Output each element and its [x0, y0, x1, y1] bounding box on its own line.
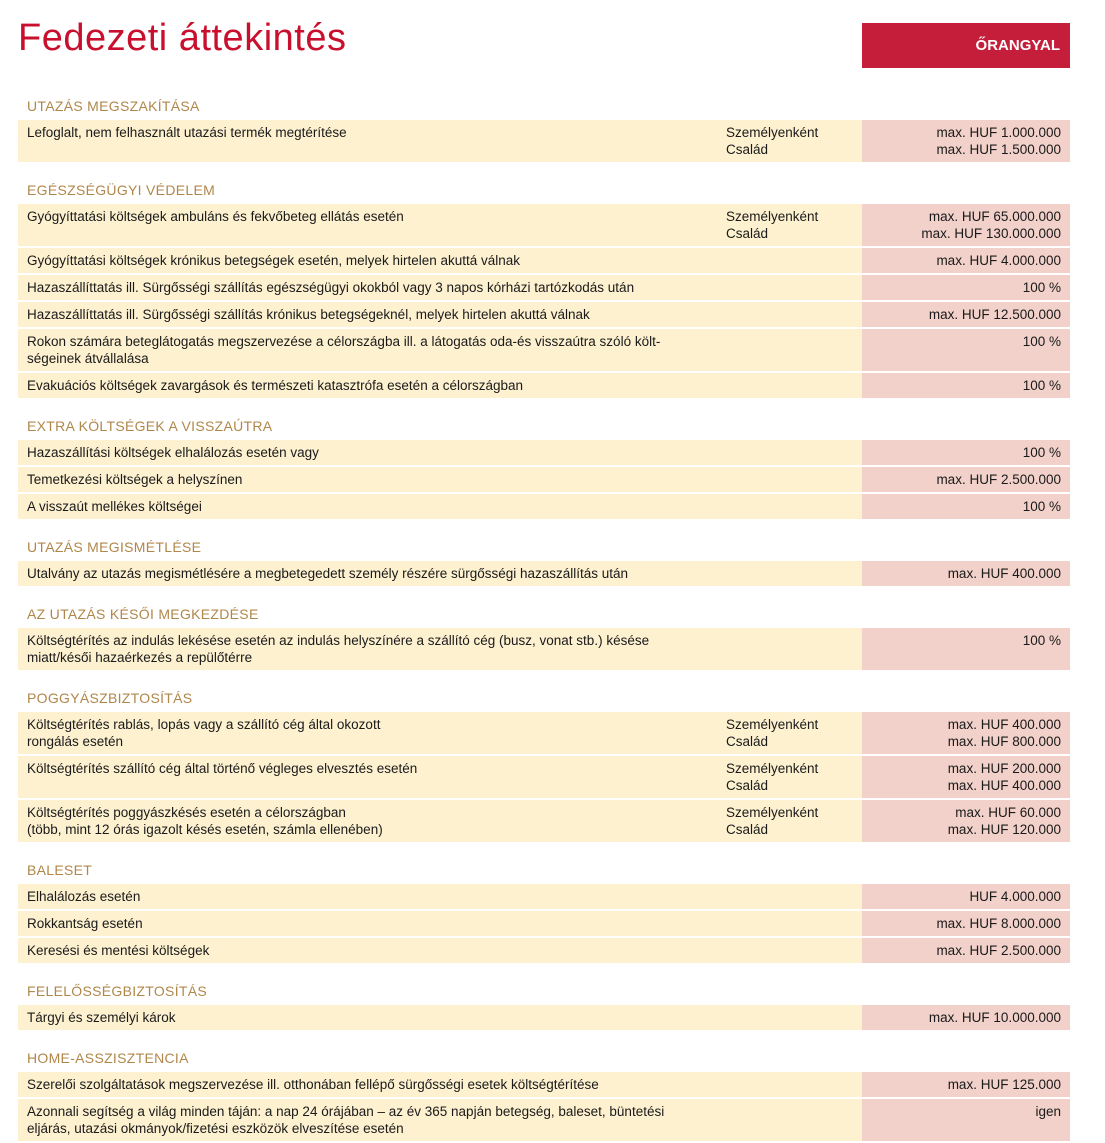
coverage-description-line: miatt/késői hazaérkezés a repülőtérre	[27, 650, 253, 665]
coverage-description-line: A visszaút mellékes költségei	[27, 499, 202, 514]
coverage-row	[18, 712, 1070, 754]
plan-badge	[862, 23, 1070, 68]
coverage-value-line: HUF 4.000.000	[969, 889, 1061, 904]
coverage-row	[18, 1072, 1070, 1097]
coverage-description-line: (több, mint 12 órás igazolt késés esetén, számla ellenében)	[27, 822, 383, 837]
coverage-scope	[718, 467, 862, 492]
coverage-value-line: max. HUF 8.000.000	[936, 916, 1061, 931]
section-title: POGGYÁSZBIZTOSÍTÁS	[27, 690, 193, 706]
coverage-row	[18, 467, 1070, 492]
coverage-description	[18, 938, 718, 963]
coverage-scope	[718, 911, 862, 936]
coverage-scope	[718, 884, 862, 909]
coverage-description	[18, 275, 718, 300]
coverage-scope	[718, 329, 862, 371]
coverage-description	[18, 800, 718, 842]
coverage-value-line: 100 %	[1022, 378, 1061, 393]
coverage-description-line: rongálás esetén	[27, 734, 124, 749]
coverage-scope	[718, 628, 862, 670]
coverage-value	[862, 712, 1070, 754]
coverage-value-line: max. HUF 2.500.000	[936, 943, 1061, 958]
coverage-scope	[718, 440, 862, 465]
coverage-scope-line: Személyenként	[726, 761, 819, 776]
coverage-description	[18, 1099, 718, 1141]
coverage-description-line: ségeinek átvállalása	[27, 351, 149, 366]
section-title: AZ UTAZÁS KÉSŐI MEGKEZDÉSE	[27, 606, 259, 622]
coverage-scope-line: Család	[726, 778, 769, 793]
coverage-description-line: Hazaszállítási költségek elhalálozás esetén vagy	[27, 445, 319, 460]
coverage-value-line: max. HUF 65.000.000	[928, 209, 1061, 224]
coverage-value	[862, 884, 1070, 909]
coverage-row	[18, 302, 1070, 327]
coverage-description	[18, 494, 718, 519]
coverage-value-line: max. HUF 120.000	[947, 822, 1061, 837]
coverage-description-line: Hazaszállíttatás ill. Sürgősségi szállítás egészségügyi okokból vagy 3 napos kórházi tartózkodás után	[27, 280, 635, 295]
coverage-value	[862, 561, 1070, 586]
coverage-description	[18, 628, 718, 670]
coverage-value-line: max. HUF 10.000.000	[928, 1010, 1061, 1025]
coverage-value	[862, 248, 1070, 273]
coverage-row	[18, 800, 1070, 842]
coverage-scope	[718, 302, 862, 327]
coverage-description-line: Temetkezési költségek a helyszínen	[27, 472, 243, 487]
section-title: HOME-ASSZISZTENCIA	[27, 1050, 189, 1066]
coverage-description-line: Gyógyíttatási költségek ambuláns és fekvőbeteg ellátás esetén	[27, 209, 404, 224]
coverage-value-line: max. HUF 4.000.000	[936, 253, 1061, 268]
coverage-row	[18, 911, 1070, 936]
coverage-value	[862, 1099, 1070, 1141]
coverage-scope-line: Személyenként	[726, 805, 819, 820]
plan-badge-label: ŐRANGYAL	[975, 37, 1060, 54]
coverage-value-line: 100 %	[1022, 334, 1061, 349]
coverage-value	[862, 1072, 1070, 1097]
coverage-value	[862, 467, 1070, 492]
coverage-scope-line: Személyenként	[726, 125, 819, 140]
coverage-value	[862, 756, 1070, 798]
section-title: UTAZÁS MEGISMÉTLÉSE	[27, 539, 202, 555]
coverage-description	[18, 911, 718, 936]
coverage-value	[862, 938, 1070, 963]
coverage-scope	[718, 275, 862, 300]
coverage-value	[862, 494, 1070, 519]
coverage-value	[862, 275, 1070, 300]
coverage-description	[18, 561, 718, 586]
coverage-scope	[718, 561, 862, 586]
coverage-row	[18, 329, 1070, 371]
coverage-value	[862, 440, 1070, 465]
coverage-description	[18, 1072, 718, 1097]
coverage-description-line: Evakuációs költségek zavargások és természeti katasztrófa esetén a célországban	[27, 378, 524, 393]
coverage-description	[18, 440, 718, 465]
coverage-row	[18, 440, 1070, 465]
coverage-value-line: 100 %	[1022, 445, 1061, 460]
coverage-value-line: max. HUF 12.500.000	[928, 307, 1061, 322]
coverage-description-line: Költségtérítés poggyászkésés esetén a célországban	[27, 805, 346, 820]
coverage-description	[18, 756, 718, 798]
coverage-description-line: Hazaszállíttatás ill. Sürgősségi szállítás krónikus betegségeknél, melyek hirtelen akuttá válnak	[27, 307, 590, 322]
coverage-description	[18, 467, 718, 492]
coverage-row	[18, 884, 1070, 909]
coverage-value	[862, 302, 1070, 327]
coverage-value	[862, 800, 1070, 842]
coverage-description-line: Rokon számára beteglátogatás megszervezése a célországba ill. a látogatás oda-és visszaútra szóló költ-	[27, 334, 661, 349]
coverage-description	[18, 712, 718, 754]
section-title: EGÉSZSÉGÜGYI VÉDELEM	[27, 182, 216, 198]
coverage-description-line: Rokkantság esetén	[27, 916, 143, 931]
coverage-description-line: Keresési és mentési költségek	[27, 943, 210, 958]
coverage-description-line: Tárgyi és személyi károk	[27, 1010, 176, 1025]
coverage-row	[18, 1099, 1070, 1141]
coverage-description-line: Azonnali segítség a világ minden táján: a nap 24 órájában – az év 365 napján betegség, baleset, büntetési	[27, 1104, 665, 1119]
coverage-scope	[718, 494, 862, 519]
coverage-row	[18, 275, 1070, 300]
coverage-description-line: Szerelői szolgáltatások megszervezése ill. otthonában fellépő sürgősségi esetek költségtérítése	[27, 1077, 599, 1092]
coverage-value-line: max. HUF 130.000.000	[921, 226, 1061, 241]
coverage-row	[18, 494, 1070, 519]
coverage-description	[18, 120, 718, 162]
coverage-scope	[718, 756, 862, 798]
coverage-value-line: max. HUF 60.000	[955, 805, 1061, 820]
section-title: BALESET	[27, 862, 93, 878]
coverage-scope-line: Személyenként	[726, 209, 819, 224]
coverage-scope-line: Család	[726, 734, 769, 749]
coverage-row	[18, 561, 1070, 586]
coverage-scope	[718, 204, 862, 246]
coverage-value-line: max. HUF 2.500.000	[936, 472, 1061, 487]
coverage-value	[862, 373, 1070, 398]
page-title: Fedezeti áttekintés	[18, 17, 347, 59]
coverage-value-line: max. HUF 400.000	[947, 566, 1061, 581]
coverage-row	[18, 756, 1070, 798]
coverage-description	[18, 1005, 718, 1030]
coverage-scope-line: Család	[726, 226, 769, 241]
coverage-value-line: max. HUF 400.000	[947, 717, 1061, 732]
coverage-description	[18, 884, 718, 909]
coverage-scope	[718, 248, 862, 273]
coverage-scope	[718, 373, 862, 398]
coverage-description-line: Költségtérítés rablás, lopás vagy a szállító cég által okozott	[27, 717, 381, 732]
coverage-value-line: max. HUF 200.000	[947, 761, 1061, 776]
coverage-value	[862, 329, 1070, 371]
coverage-row	[18, 373, 1070, 398]
coverage-row	[18, 248, 1070, 273]
coverage-value-line: 100 %	[1022, 633, 1061, 648]
coverage-value-line: max. HUF 1.000.000	[936, 125, 1061, 140]
coverage-description-line: Utalvány az utazás megismétlésére a megbetegedett személy részére sürgősségi hazaszállítás után	[27, 566, 629, 581]
coverage-row	[18, 628, 1070, 670]
coverage-row	[18, 1005, 1070, 1030]
coverage-value-line: 100 %	[1022, 280, 1061, 295]
coverage-description	[18, 302, 718, 327]
coverage-scope	[718, 712, 862, 754]
coverage-scope	[718, 120, 862, 162]
coverage-scope	[718, 800, 862, 842]
coverage-value-line: 100 %	[1022, 499, 1061, 514]
coverage-description-line: Költségtérítés szállító cég által történő végleges elvesztés esetén	[27, 761, 418, 776]
coverage-row	[18, 938, 1070, 963]
coverage-description-line: Elhalálozás esetén	[27, 889, 141, 904]
section-title: UTAZÁS MEGSZAKÍTÁSA	[27, 98, 200, 114]
coverage-value	[862, 120, 1070, 162]
coverage-value-line: max. HUF 400.000	[947, 778, 1061, 793]
coverage-scope	[718, 1072, 862, 1097]
coverage-value-line: max. HUF 1.500.000	[936, 142, 1061, 157]
coverage-value-line: igen	[1035, 1104, 1061, 1119]
coverage-scope-line: Család	[726, 142, 769, 157]
coverage-description	[18, 329, 718, 371]
coverage-row	[18, 120, 1070, 162]
coverage-scope-line: Család	[726, 822, 769, 837]
coverage-value-line: max. HUF 125.000	[947, 1077, 1061, 1092]
coverage-scope	[718, 1099, 862, 1141]
coverage-value	[862, 204, 1070, 246]
coverage-value	[862, 911, 1070, 936]
coverage-value	[862, 628, 1070, 670]
coverage-description-line: Költségtérítés az indulás lekésése esetén az indulás helyszínére a szállító cég (busz, vonat stb.) késése	[27, 633, 650, 648]
section-title: EXTRA KÖLTSÉGEK A VISSZAÚTRA	[27, 418, 273, 434]
coverage-scope	[718, 1005, 862, 1030]
coverage-description	[18, 248, 718, 273]
section-title: FELELŐSSÉGBIZTOSÍTÁS	[27, 983, 208, 999]
coverage-scope-line: Személyenként	[726, 717, 819, 732]
coverage-description-line: eljárás, utazási okmányok/fizetési eszközök elveszítése esetén	[27, 1121, 404, 1136]
coverage-value-line: max. HUF 800.000	[947, 734, 1061, 749]
coverage-row	[18, 204, 1070, 246]
coverage-description	[18, 204, 718, 246]
coverage-description-line: Lefoglalt, nem felhasznált utazási termék megtérítése	[27, 125, 347, 140]
coverage-table	[18, 90, 1070, 1143]
coverage-value	[862, 1005, 1070, 1030]
coverage-description-line: Gyógyíttatási költségek krónikus betegségek esetén, melyek hirtelen akuttá válnak	[27, 253, 521, 268]
coverage-description	[18, 373, 718, 398]
coverage-scope	[718, 938, 862, 963]
